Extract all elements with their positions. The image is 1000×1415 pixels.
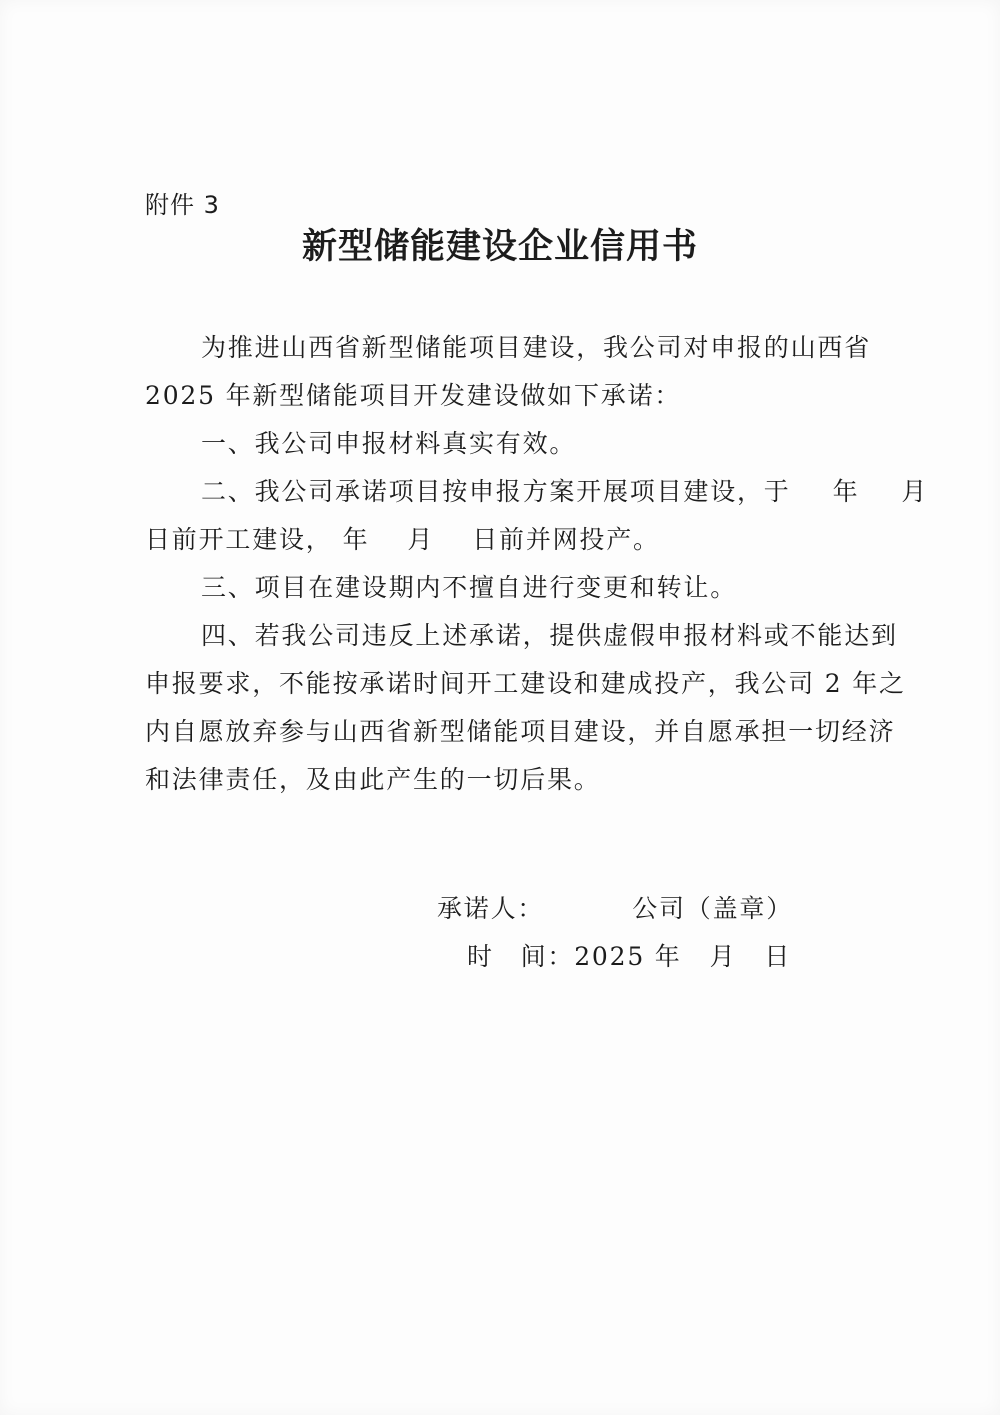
item2-line-2 (145, 519, 881, 560)
company-seal-label: 公司（盖章） (632, 894, 794, 923)
document-title: 新型储能建设企业信用书 (301, 227, 698, 267)
document-body (145, 327, 929, 807)
time-label: 时 间： (467, 942, 575, 971)
commitment-item-1: 一、我公司申报材料真实有效。 (201, 429, 577, 458)
commitment-item-2 (145, 471, 929, 560)
intro-paragraph (145, 327, 881, 416)
committer-label: 承诺人： (437, 894, 545, 923)
item2-month-end: 月 (407, 525, 435, 554)
date-year: 2025 年 (574, 942, 682, 971)
item2-suffix: 日前并网投产。 (472, 525, 660, 554)
item4-line-4: 和法律责任，及由此产生的一切后果。 (145, 765, 601, 794)
intro-line-1: 为推进山西省新型储能项目建设，我公司对申报的山西省 (201, 333, 872, 362)
signature-date (467, 936, 791, 977)
date-month: 月 (709, 942, 737, 971)
item2-year-char: 年 (832, 477, 860, 506)
item4-line-1: 四、若我公司违反上述承诺，提供虚假申报材料或不能达到 (201, 621, 898, 650)
item4-line-2: 申报要求，不能按承诺时间开工建设和建成投产，我公司 2 年之 (145, 669, 906, 698)
item2-line-1 (145, 471, 929, 512)
signature-committer (437, 888, 793, 929)
item2-year-end: 年 (342, 525, 370, 554)
commitment-item-3: 三、项目在建设期内不擅自进行变更和转让。 (201, 573, 738, 602)
item2-prefix: 二、我公司承诺项目按申报方案开展项目建设，于 (201, 477, 791, 506)
item2-day-start: 日前开工建设， (145, 525, 333, 554)
item4-line-3: 内自愿放弃参与山西省新型储能项目建设，并自愿承担一切经济 (145, 717, 896, 746)
commitment-item-4 (145, 615, 906, 800)
attachment-label: 附件 3 (145, 191, 220, 219)
date-day: 日 (764, 942, 792, 971)
intro-line-2: 2025 年新型储能项目开发建设做如下承诺： (145, 381, 682, 410)
item2-month-char: 月 (901, 477, 929, 506)
